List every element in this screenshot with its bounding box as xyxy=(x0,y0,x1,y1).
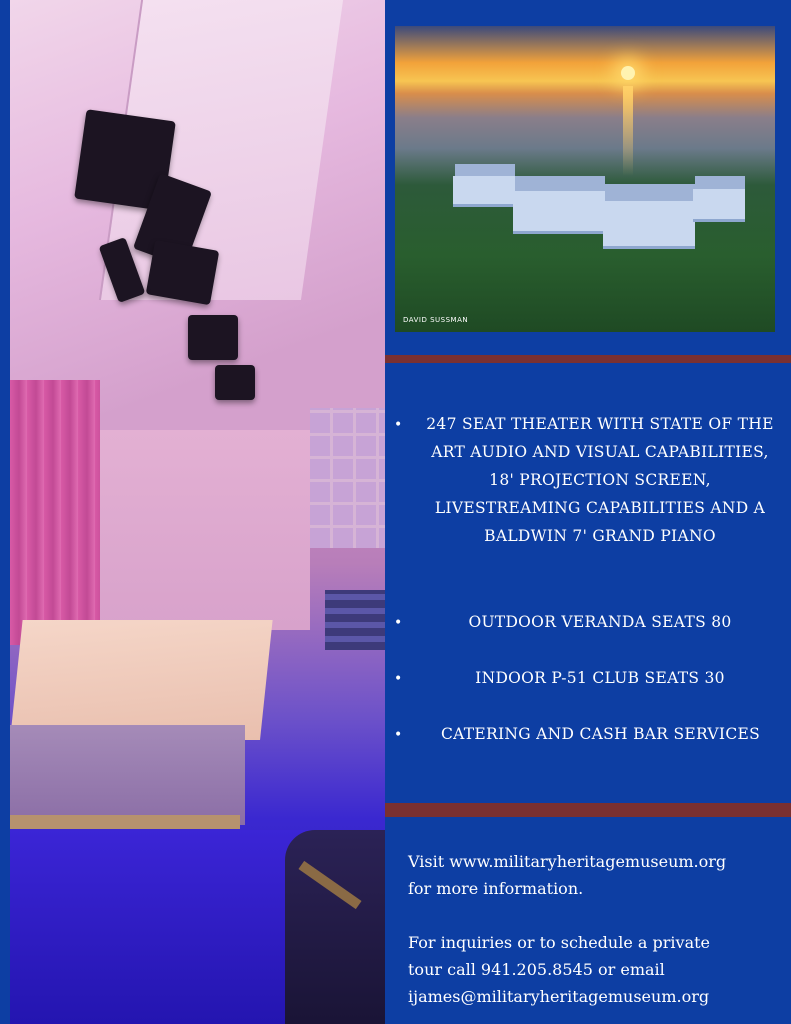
photo-credit: DAVID SUSSMAN xyxy=(403,316,469,324)
contact-email: ijames@militaryheritagemuseum.org xyxy=(408,987,710,1006)
info-panel xyxy=(385,0,791,1024)
contact-phone-line: tour call 941.205.8545 or email xyxy=(408,960,665,979)
contact-visit-line: Visit www.militaryheritagemuseum.org xyxy=(408,852,727,871)
back-wall xyxy=(100,430,310,630)
aerial-museum-photo xyxy=(395,26,775,332)
ceiling-speaker xyxy=(188,315,238,360)
bullet-icon: • xyxy=(394,615,403,631)
theater-seat xyxy=(285,830,385,1024)
feature-catering: CATERING AND CASH BAR SERVICES xyxy=(440,725,761,743)
contact-inquiry-line: For inquiries or to schedule a private xyxy=(408,933,710,952)
bullet-icon: • xyxy=(394,727,403,743)
section-divider xyxy=(385,355,791,363)
sun-reflection xyxy=(623,86,633,176)
feature-veranda: OUTDOOR VERANDA SEATS 80 xyxy=(468,613,732,631)
stage-floor xyxy=(10,620,273,740)
ceiling-speaker xyxy=(146,240,220,305)
stage-front xyxy=(10,725,245,825)
stage-curtain xyxy=(10,380,100,645)
museum-building xyxy=(453,176,517,207)
glass-block-window xyxy=(310,408,385,548)
theater-photo xyxy=(10,0,385,1024)
bullet-icon: • xyxy=(394,671,403,687)
features-list xyxy=(385,370,791,790)
museum-building xyxy=(693,189,745,222)
contact-info-line: for more information. xyxy=(408,879,584,898)
stage-edge xyxy=(10,815,240,829)
spacer xyxy=(408,902,783,929)
feature-club: INDOOR P-51 CLUB SEATS 30 xyxy=(475,669,725,687)
museum-building xyxy=(513,191,608,234)
ceiling-speaker xyxy=(215,365,255,400)
museum-building xyxy=(603,201,695,249)
bullet-icon: • xyxy=(394,417,403,433)
section-divider xyxy=(385,803,791,817)
contact-info xyxy=(408,848,783,1010)
feature-theater: 247 SEAT THEATER WITH STATE OF THE ART AUDIO AND VISUAL CAPABILITIES, 18' PROJECTION SCREEN, LIVESTREAMING CAPABILITIES AND A BALDWIN 7' GRAND PIANO xyxy=(426,415,774,545)
audience-seating xyxy=(325,590,385,650)
sunset-sun xyxy=(621,66,635,80)
